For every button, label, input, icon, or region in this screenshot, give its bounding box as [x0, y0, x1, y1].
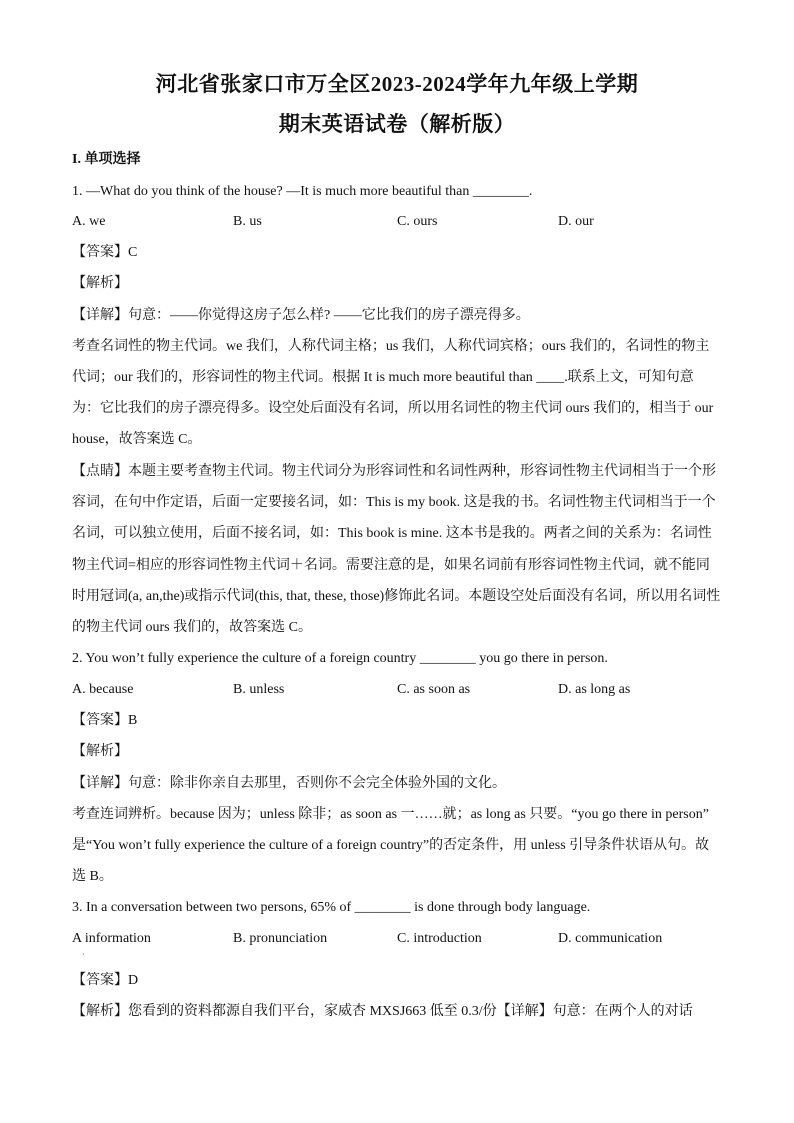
- question-1-explanation-line: 为：它比我们的房子漂亮得多。设空处后面没有名词，所以用名词性的物主代词 ours 我们的，相当于 our: [72, 401, 714, 416]
- question-1-explanation-line: house，故答案选 C。: [72, 432, 202, 447]
- question-2-option-c: C. as soon as: [397, 682, 471, 697]
- question-3-option-a: A information: [72, 931, 151, 946]
- question-1-explanation-line: 【详解】句意：——你觉得这房子怎么样? ——它比我们的房子漂亮得多。: [72, 308, 530, 323]
- question-1-note-line: 名词，可以独立使用，后面不接名词，如：This book is mine. 这本书是我的。两者之间的关系为：名词性: [72, 526, 712, 541]
- question-1-explanation-line: 代词；our 我们的，形容词性的物主代词。根据 It is much more beautiful than ____.联系上文，可知句意: [72, 370, 694, 385]
- question-1-option-b: B. us: [233, 214, 262, 229]
- document-title-line1: 河北省张家口市万全区2023-2024学年九年级上学期: [155, 72, 639, 96]
- question-1-note-line: 容词，在句中作定语，后面一定要接名词，如：This is my book. 这是我的书。名词性物主代词相当于一个: [72, 495, 716, 510]
- question-1-options: [72, 212, 724, 232]
- question-1-option-a: A. we: [72, 214, 106, 229]
- question-2-options: [72, 680, 724, 700]
- stray-dot-mark: ·: [82, 950, 85, 959]
- question-2-stem: 2. You won’t fully experience the culture of a foreign country ________ you go there in person.: [72, 651, 608, 666]
- question-3-analysis-line: 【解析】您看到的资料都源自我们平台，家威杏 MXSJ663 低至 0.3/份【详解】句意：在两个人的对话: [72, 1004, 693, 1019]
- question-1-note-line: 的物主代词 ours 我们的，故答案选 C。: [72, 620, 312, 635]
- question-3-option-b: B. pronunciation: [233, 931, 328, 946]
- question-3-option-c: C. introduction: [397, 931, 482, 946]
- question-2-answer: 【答案】B: [72, 713, 138, 728]
- section-heading: I. 单项选择: [72, 152, 141, 167]
- question-2-explanation-line: 是“You won’t fully experience the culture of a foreign country”的否定条件，用 unless 引导条件状语从句。故: [72, 838, 710, 853]
- question-1-note-line: 物主代词=相应的形容词性物主代词＋名词。需要注意的是，如果名词前有形容词性物主代词，就不能同: [72, 558, 710, 573]
- question-3-stem: 3. In a conversation between two persons, 65% of ________ is done through body language.: [72, 900, 591, 915]
- question-2-analysis-tag: 【解析】: [72, 744, 128, 759]
- question-2-option-b: B. unless: [233, 682, 285, 697]
- question-1-option-d: D. our: [558, 214, 594, 229]
- question-1-explanation-line: 考查名词性的物主代词。we 我们，人称代词主格；us 我们，人称代词宾格；ours 我们的，名词性的物主: [72, 339, 710, 354]
- question-2-explanation-line: 【详解】句意：除非你亲自去那里，否则你不会完全体验外国的文化。: [72, 776, 506, 791]
- question-3-options: [72, 929, 724, 949]
- question-1-option-c: C. ours: [397, 214, 438, 229]
- question-2-explanation-line: 考查连词辨析。because 因为；unless 除非；as soon as 一……就；as long as 只要。“you go there in person”: [72, 807, 709, 822]
- question-3-answer: 【答案】D: [72, 973, 139, 988]
- question-1-answer: 【答案】C: [72, 245, 138, 260]
- question-1-note-line: 【点睛】本题主要考查物主代词。物主代词分为形容词性和名词性两种，形容词性物主代词相当于一个形: [72, 464, 716, 479]
- question-1-analysis-tag: 【解析】: [72, 276, 128, 291]
- question-2-option-a: A. because: [72, 682, 134, 697]
- question-3-option-d: D. communication: [558, 931, 663, 946]
- question-1-stem: 1. —What do you think of the house? —It is much more beautiful than ________.: [72, 184, 533, 199]
- question-1-note-line: 时用冠词(a, an,the)或指示代词(this, that, these, those)修饰此名词。本题设空处后面没有名词，所以用名词性: [72, 589, 721, 604]
- document-title-line2: 期末英语试卷（解析版）: [278, 112, 516, 136]
- question-2-explanation-line: 选 B。: [72, 869, 113, 884]
- question-2-option-d: D. as long as: [558, 682, 631, 697]
